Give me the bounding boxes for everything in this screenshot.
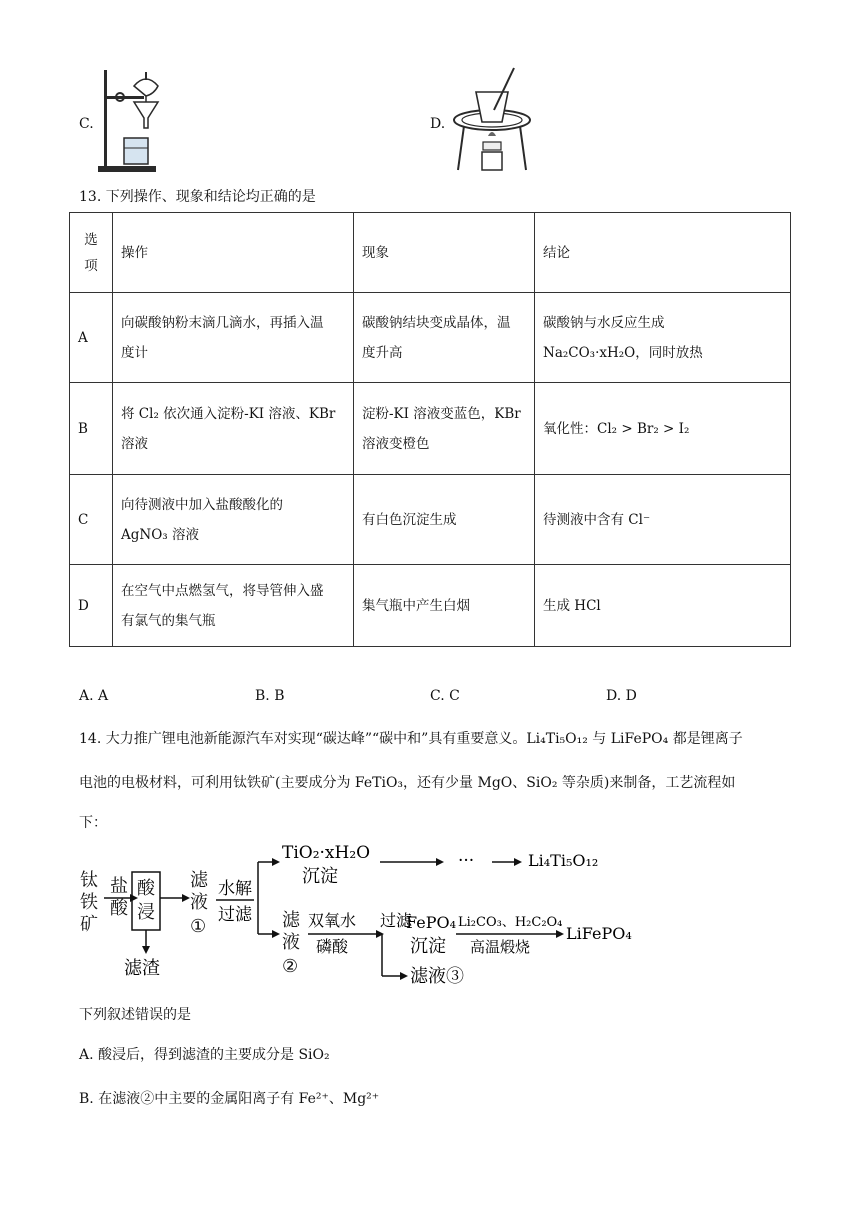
row-operation: 向碳酸钠粉末滴几滴水，再插入温 度计 (113, 293, 354, 383)
row-option: B (70, 383, 113, 475)
row-phenomenon: 集气瓶中产生白烟 (354, 565, 535, 647)
row-phenomenon: 碳酸钠结块变成晶体，温 度升高 (354, 293, 535, 383)
row-phenomenon: 淀粉-KI 溶液变蓝色，KBr 溶液变橙色 (354, 383, 535, 475)
header-option: 选项 (70, 213, 113, 293)
flow-precip1: 沉淀 (302, 866, 338, 887)
row-operation: 向待测液中加入盐酸酸化的 AgNO₃ 溶液 (113, 475, 354, 565)
q14-option-a: A. 酸浸后，得到滤渣的主要成分是 SiO₂ (79, 1047, 330, 1063)
flow-tio2: TiO₂·xH₂O (282, 843, 371, 863)
q14-prompt: 下列叙述错误的是 (79, 1007, 191, 1023)
table-row (70, 383, 791, 475)
row-operation: 将 Cl₂ 依次通入淀粉-KI 溶液、KBr 溶液 (113, 383, 354, 475)
q14-option-b: B. 在滤液②中主要的金属阳离子有 Fe²⁺、Mg²⁺ (79, 1091, 380, 1107)
flow-lto: Li₄Ti₅O₁₂ (528, 851, 599, 870)
flow-filtrate1-3: ① (190, 916, 207, 937)
flow-lfp: LiFePO₄ (566, 924, 632, 943)
flow-reagents: Li₂CO₃、H₂C₂O₄ (458, 915, 563, 930)
flow-filtrate1-2: 液 (190, 892, 208, 913)
flow-acid-1: 盐 (110, 876, 128, 897)
flow-fepo4: FePO₄ (406, 913, 456, 932)
flow-ore-1: 钛 (80, 870, 98, 891)
evaporation-apparatus-image (450, 66, 540, 176)
flow-filtrate2-2: 液 (282, 932, 300, 953)
row-conclusion: 氧化性：Cl₂ > Br₂ > I₂ (535, 383, 791, 475)
flow-residue: 滤渣 (124, 958, 160, 979)
q13-choice-a: A. A (79, 688, 109, 704)
row-phenomenon: 有白色沉淀生成 (354, 475, 535, 565)
option-c-label: C. (79, 116, 94, 132)
flow-ore-2: 铁 (80, 892, 98, 913)
flow-leach-2: 浸 (137, 902, 155, 923)
flow-dots: ··· (458, 851, 475, 871)
q13-stem: 13. 下列操作、现象和结论均正确的是 (79, 189, 316, 205)
flow-filtrate2-3: ② (282, 956, 299, 977)
header-operation: 操作 (113, 213, 354, 293)
flow-filtrate3: 滤液③ (410, 966, 464, 987)
row-option: D (70, 565, 113, 647)
row-conclusion: 待测液中含有 Cl⁻ (535, 475, 791, 565)
filtration-apparatus-image (96, 66, 166, 176)
q13-choice-d: D. D (606, 688, 637, 704)
flow-h2o2: 双氧水 (308, 911, 357, 930)
option-d-label: D. (430, 116, 446, 132)
row-conclusion: 碳酸钠与水反应生成 Na₂CO₃·xH₂O，同时放热 (535, 293, 791, 383)
flow-phos: 磷酸 (316, 937, 349, 956)
q13-choice-c: C. C (430, 688, 460, 704)
q13-table (69, 212, 791, 647)
header-phenomenon: 现象 (354, 213, 535, 293)
flow-filter1: 过滤 (218, 905, 252, 925)
flow-acid-2: 酸 (110, 898, 128, 919)
row-conclusion: 生成 HCl (535, 565, 791, 647)
row-option: C (70, 475, 113, 565)
process-flow-diagram (76, 834, 656, 994)
flow-filter2: 过滤 (380, 911, 413, 930)
flow-leach-1: 酸 (137, 878, 155, 899)
flow-filtrate2-1: 滤 (282, 910, 300, 931)
q14-stem-line3: 下： (79, 815, 107, 831)
header-conclusion: 结论 (535, 213, 791, 293)
q14-stem-line2: 电池的电极材料，可利用钛铁矿(主要成分为 FeTiO₃，还有少量 MgO、SiO₂ 等杂质)来制备，工艺流程如 (79, 775, 736, 791)
row-operation: 在空气中点燃氢气，将导管伸入盛 有氯气的集气瓶 (113, 565, 354, 647)
table-row (70, 293, 791, 383)
q13-choice-b: B. B (255, 688, 285, 704)
flow-ore-3: 矿 (80, 914, 98, 935)
flow-filtrate1-1: 滤 (190, 870, 208, 891)
flow-hydrolysis: 水解 (218, 879, 252, 899)
flow-calcine: 高温煅烧 (470, 938, 531, 956)
q14-stem-line1: 14. 大力推广锂电池新能源汽车对实现“碳达峰”“碳中和”具有重要意义。Li₄Ti₅O₁₂ 与 LiFePO₄ 都是锂离子 (79, 731, 743, 747)
table-header-row (70, 213, 791, 293)
row-option: A (70, 293, 113, 383)
flow-precip2: 沉淀 (410, 936, 446, 957)
table-row (70, 475, 791, 565)
table-row (70, 565, 791, 647)
